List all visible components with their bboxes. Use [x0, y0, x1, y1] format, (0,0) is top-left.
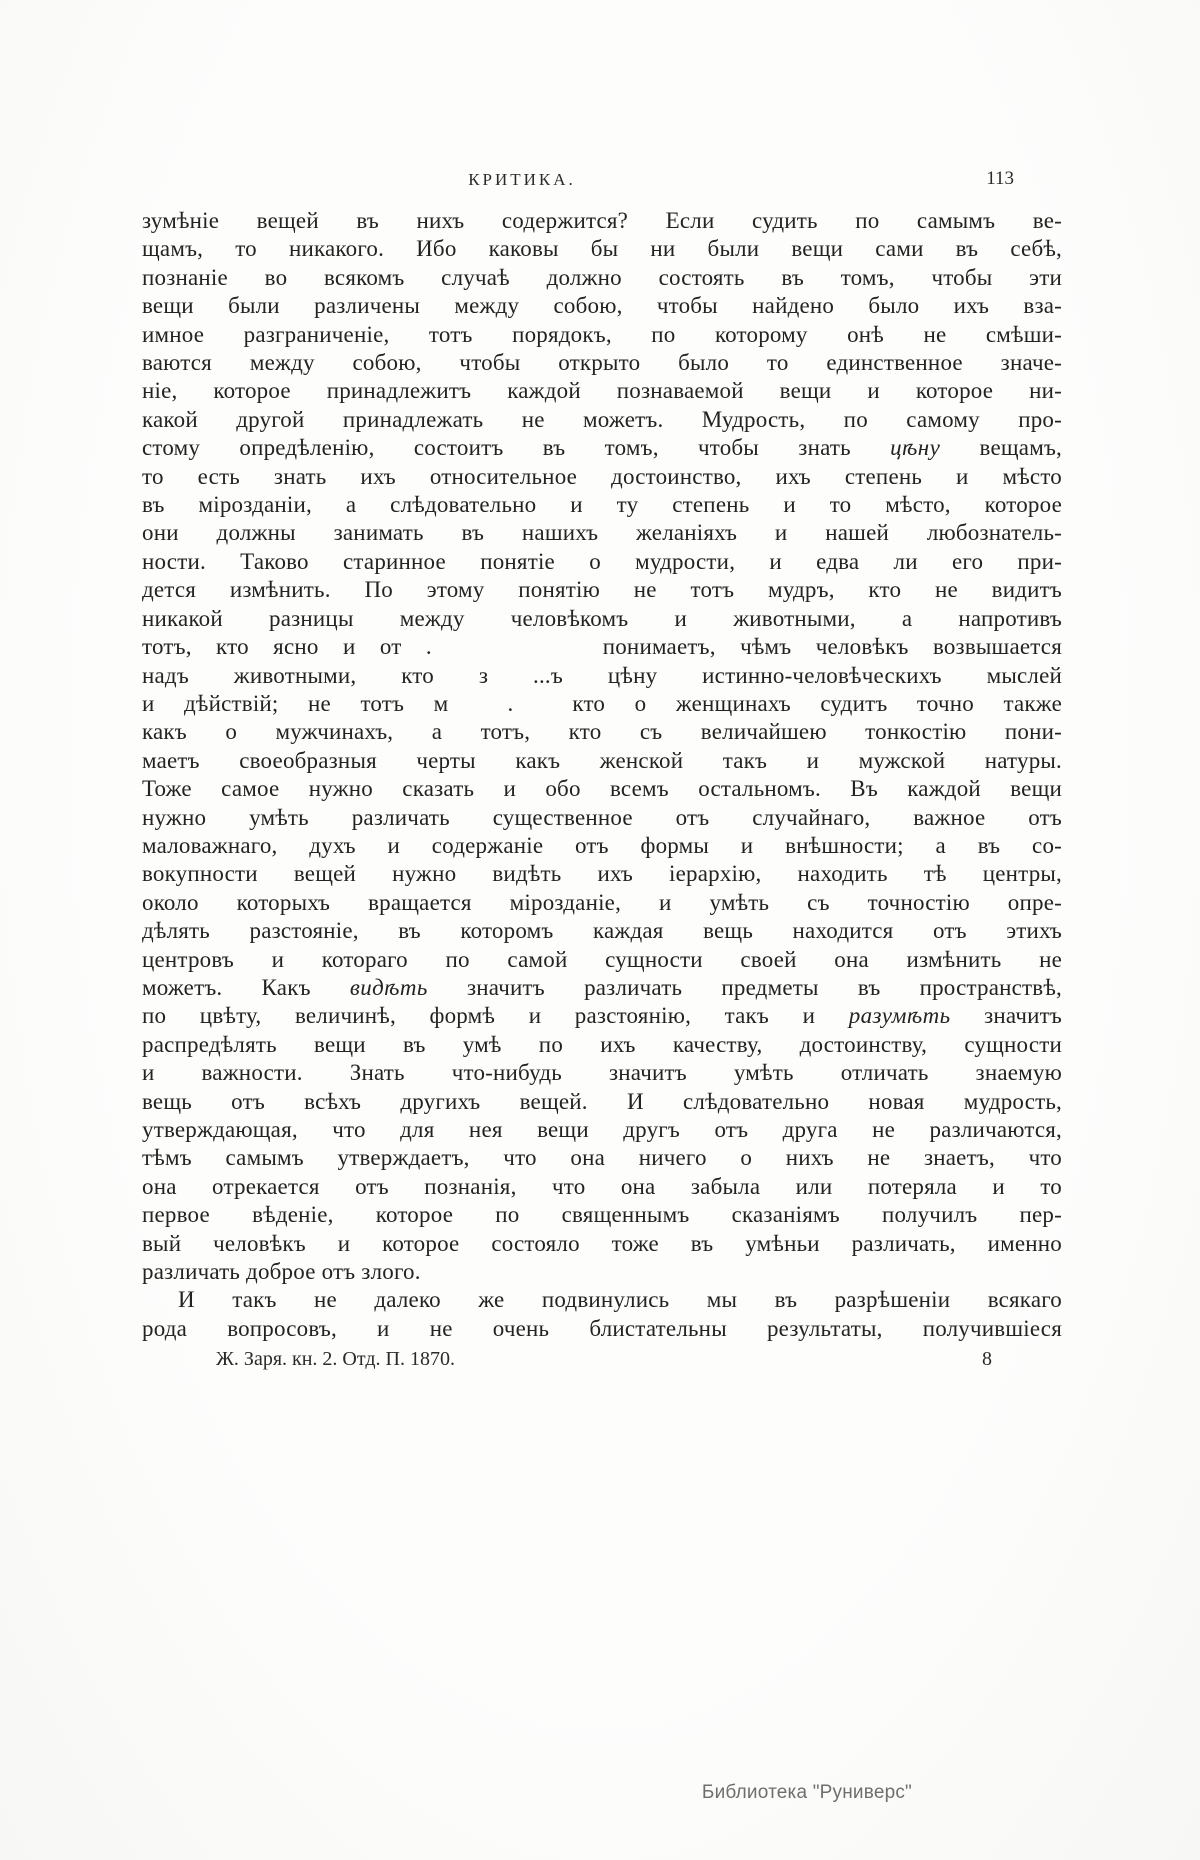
text-line: и важности. Знать что-нибудь значитъ умѣть отличать знаемую	[142, 1060, 1062, 1086]
text-line: нужно умѣть различать существенное отъ случайнаго, важное отъ	[142, 804, 1062, 830]
text-line: по цвѣту, величинѣ, формѣ и разстоянію, такъ и разумѣть значитъ	[142, 1003, 1062, 1029]
text-line: тотъ, кто ясно и от . понимаетъ, чѣмъ человѣкъ возвышается	[142, 634, 1062, 660]
text-line: И такъ не далеко же подвинулись мы въ разрѣшеніи всякаго	[178, 1287, 1062, 1313]
text-line: какъ о мужчинахъ, а тотъ, кто съ величайшею тонкостію пони-	[142, 719, 1062, 745]
text-line: познаніе во всякомъ случаѣ должно состоять въ томъ, чтобы эти	[142, 264, 1062, 290]
text-line: стому опредѣленію, состоитъ въ томъ, чтобы знать цѣну вещамъ,	[142, 435, 1062, 461]
text-line: Тоже самое нужно сказать и обо всемъ остальномъ. Въ каждой вещи	[142, 776, 1062, 802]
text-line: распредѣлять вещи въ умѣ по ихъ качеству, достоинству, сущности	[142, 1031, 1062, 1057]
text-line: дется измѣнить. По этому понятію не тотъ мудръ, кто не видитъ	[142, 577, 1062, 603]
text-line: вый человѣкъ и которое состояло тоже въ умѣньи различать, именно	[142, 1230, 1062, 1256]
text-line: можетъ. Какъ видѣть значитъ различать предметы въ пространствѣ,	[142, 974, 1062, 1000]
text-line: вокупности вещей нужно видѣть ихъ іерархію, находить тѣ центры,	[142, 861, 1062, 887]
text-line: вещи были различены между собою, чтобы найдено было ихъ вза-	[142, 293, 1062, 319]
library-watermark: Библиотека "Руниверс"	[701, 1782, 912, 1803]
text-line: первое вѣденіе, которое по священнымъ сказаніямъ получилъ пер-	[142, 1202, 1062, 1228]
text-line: они должны занимать въ нашихъ желаніяхъ и нашей любознатель-	[142, 520, 1062, 546]
text-line: различать доброе отъ злого.	[142, 1259, 421, 1285]
text-line: тѣмъ самымъ утверждаетъ, что она ничего о нихъ не знаетъ, что	[142, 1145, 1062, 1171]
text-line: центровъ и котораго по самой сущности своей она измѣнить не	[142, 946, 1062, 972]
text-line: около которыхъ вращается мірозданіе, и умѣть съ точностію опре-	[142, 889, 1062, 915]
text-line: она отрекается отъ познанія, что она забыла или потеряла и то	[142, 1173, 1062, 1199]
text-line: маловажнаго, духъ и содержаніе отъ формы и внѣшности; а въ со-	[142, 832, 1062, 858]
signature-number: 8	[982, 1348, 992, 1370]
text-line: утверждающая, что для нея вещи другъ отъ друга не различаются,	[142, 1117, 1062, 1142]
running-title: КРИТИКА.	[468, 170, 576, 189]
text-line: надъ животными, кто з ...ъ цѣну истинно-человѣческихъ мыслей	[142, 662, 1062, 688]
text-line: и дѣйствій; не тотъ м . кто о женщинахъ судитъ точно также	[142, 690, 1062, 716]
text-line: дѣлять разстояніе, въ которомъ каждая вещь находится отъ этихъ	[142, 918, 1062, 944]
text-line: имное разграниченіе, тотъ порядокъ, по которому онѣ не смѣши-	[142, 321, 1062, 347]
imprint-note: Ж. Заря. кн. 2. Отд. П. 1870.	[216, 1348, 455, 1370]
page-header	[142, 170, 1062, 196]
text-line: зумѣніе вещей въ нихъ содержится? Если судить по самымъ ве-	[142, 208, 1062, 233]
text-line: ніе, которое принадлежитъ каждой познаваемой вещи и которое ни-	[142, 378, 1062, 404]
text-line: то есть знать ихъ относительное достоинство, ихъ степень и мѣсто	[142, 463, 1062, 489]
page-number: 113	[986, 168, 1014, 189]
text-line: щамъ, то никакого. Ибо каковы бы ни были вещи сами въ себѣ,	[142, 236, 1062, 262]
text-line: какой другой принадлежать не можетъ. Мудрость, по самому про-	[142, 406, 1062, 432]
text-line: ваются между собою, чтобы открыто было то единственное значе-	[142, 350, 1062, 376]
text-line: въ мірозданіи, а слѣдовательно и ту степень и то мѣсто, которое	[142, 492, 1062, 518]
text-line: ности. Таково старинное понятіе о мудрости, и едва ли его при-	[142, 548, 1062, 574]
text-line: вещь отъ всѣхъ другихъ вещей. И слѣдовательно новая мудрость,	[142, 1088, 1062, 1114]
text-line: никакой разницы между человѣкомъ и животными, а напротивъ	[142, 605, 1062, 631]
text-line: маетъ своеобразныя черты какъ женской такъ и мужской натуры.	[142, 747, 1062, 773]
page-body	[142, 207, 1062, 1343]
text-line: рода вопросовъ, и не очень блистательны результаты, получившіеся	[142, 1315, 1062, 1341]
